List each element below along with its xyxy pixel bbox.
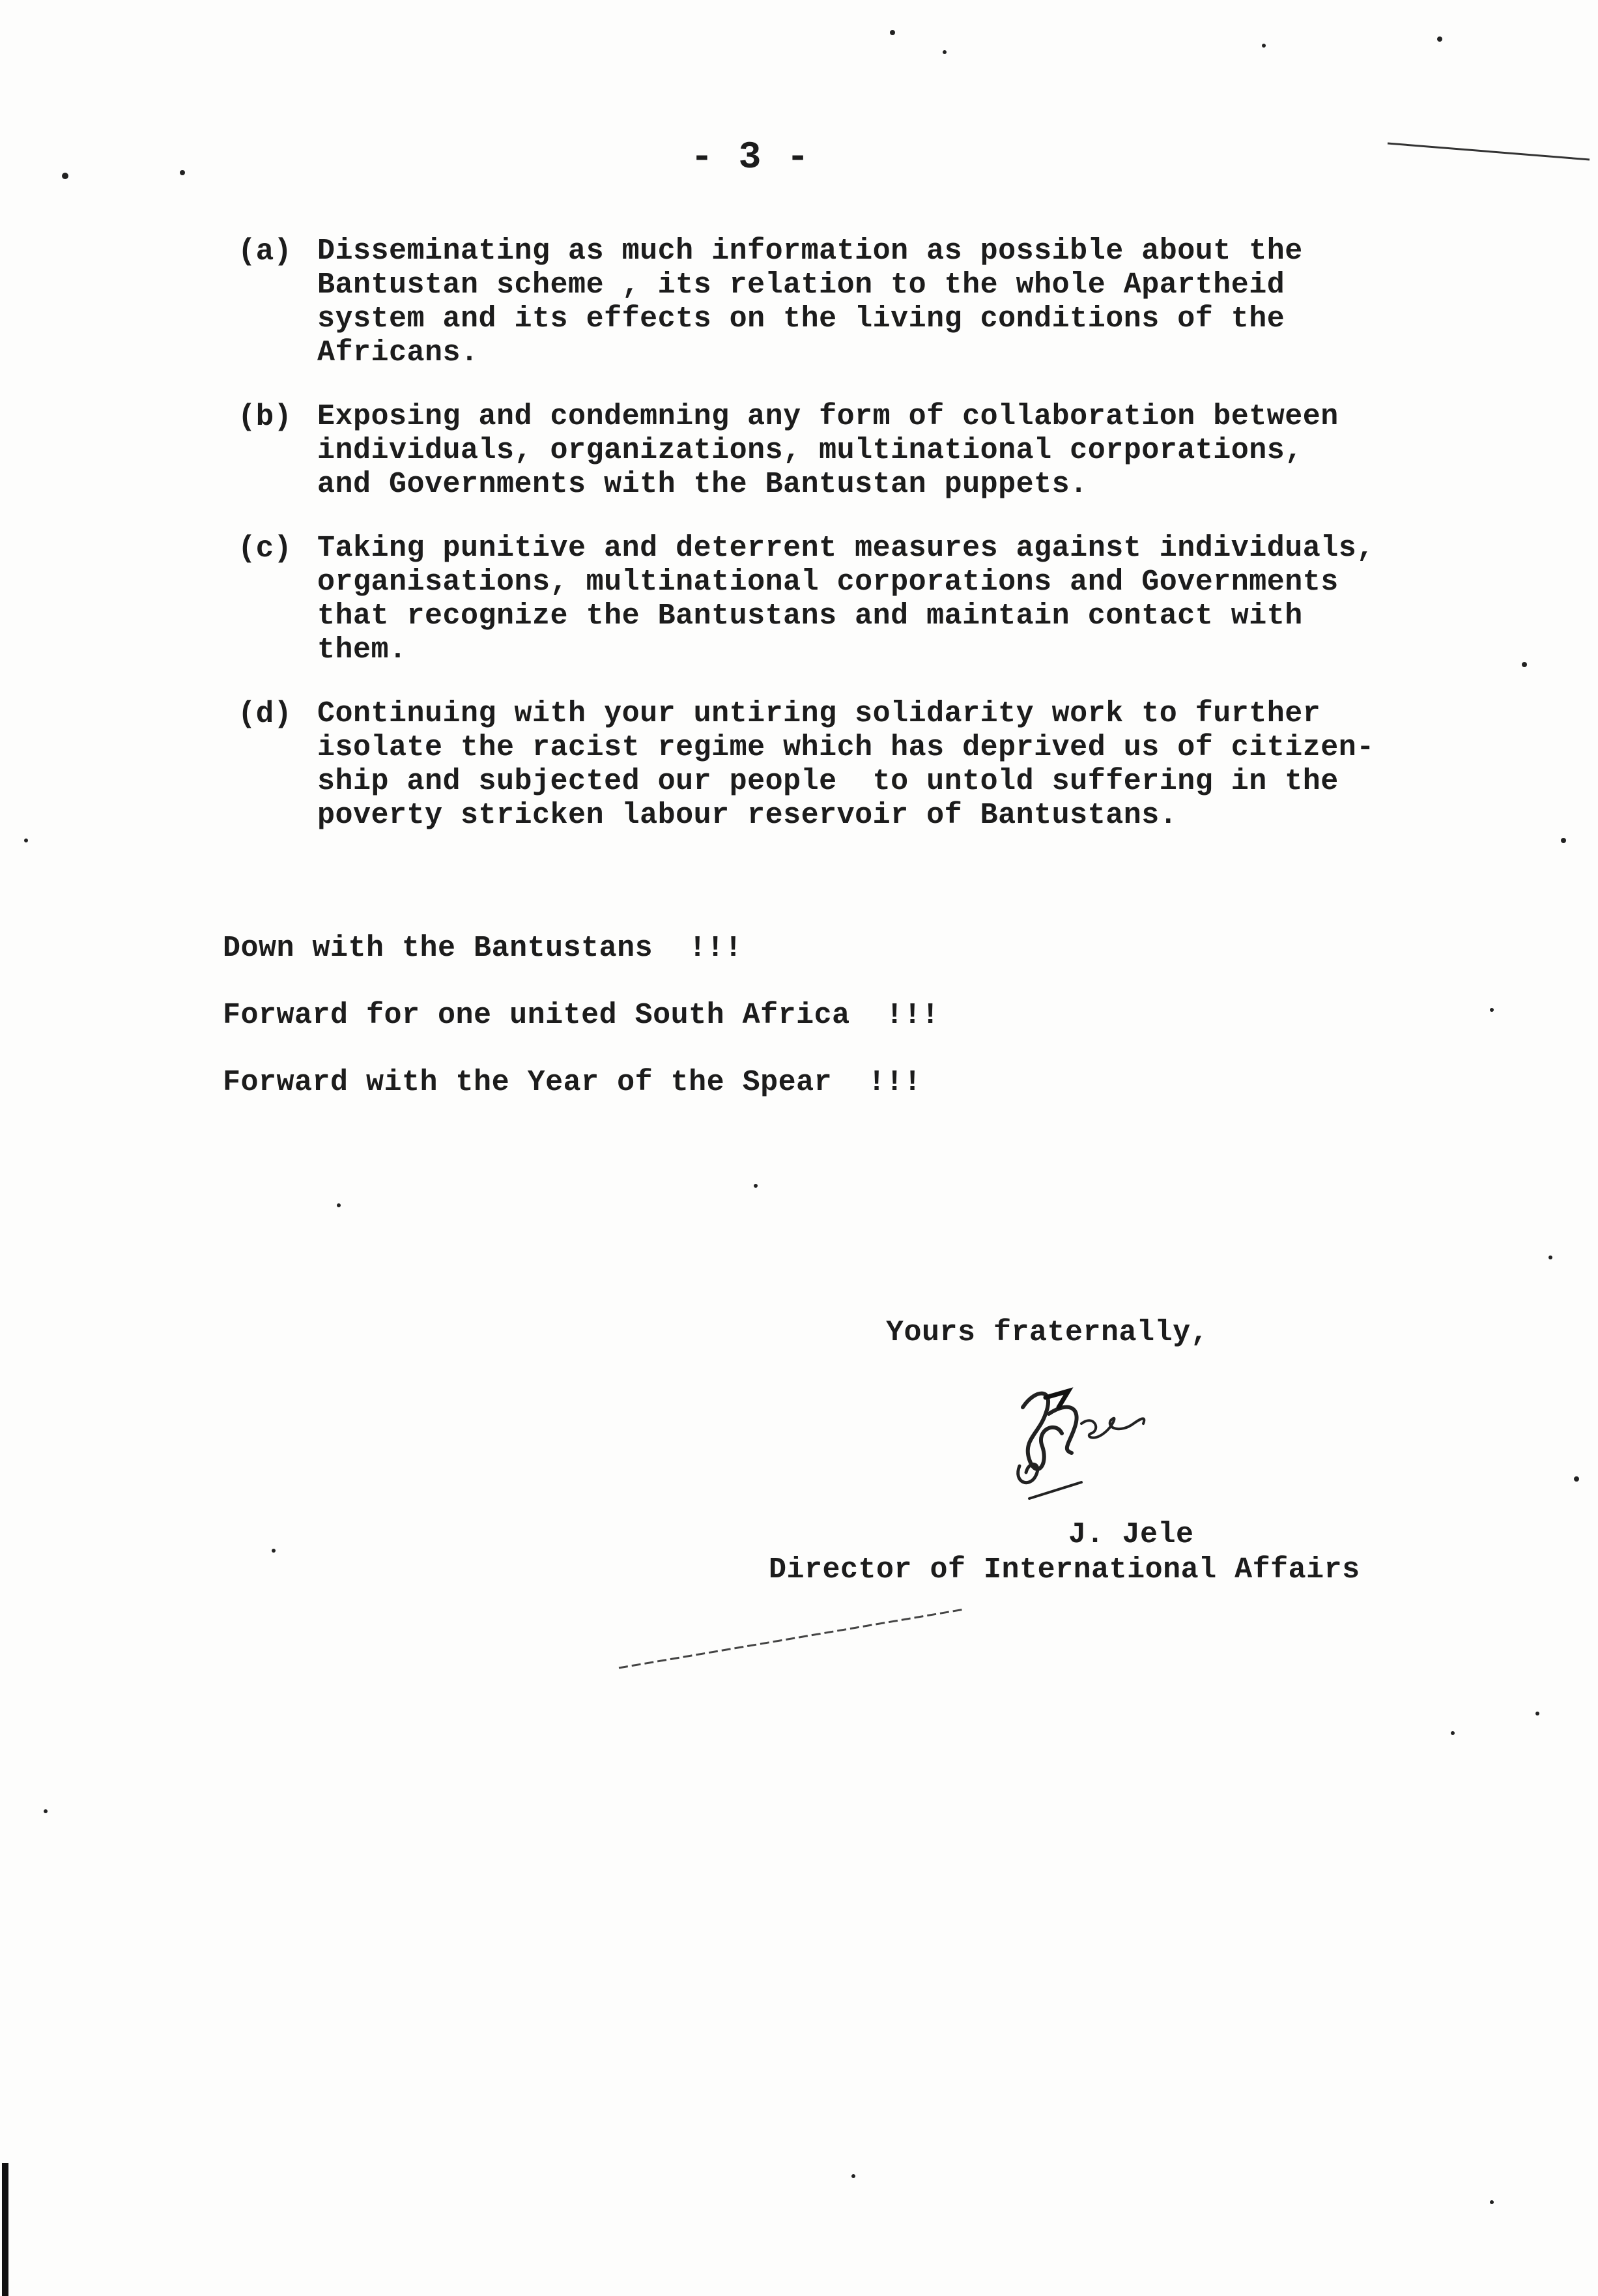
list-item-d (238, 697, 1508, 833)
signer-title: Director of International Affairs (769, 1553, 1360, 1586)
text-line: them. (317, 633, 407, 667)
text-line: Exposing and condemning any form of collaboration between (317, 400, 1339, 433)
text-line: Taking punitive and deterrent measures against individuals, (317, 532, 1375, 565)
page-number: - 3 - (691, 137, 811, 179)
list-item-b (238, 400, 1508, 502)
item-marker: (c) (238, 532, 292, 566)
item-text (317, 697, 1508, 833)
text-line: Disseminating as much information as possible about the (317, 235, 1303, 268)
item-marker: (d) (238, 697, 292, 731)
slogan: Forward with the Year of the Spear !!! (223, 1066, 922, 1099)
text-line: Africans. (317, 336, 479, 369)
closing-salutation: Yours fraternally, (886, 1316, 1209, 1349)
text-line: system and its effects on the living conditions of the (317, 302, 1285, 336)
list-item-c (238, 532, 1508, 667)
demands-list (238, 235, 1508, 863)
text-line: Bantustan scheme , its relation to the whole Apartheid (317, 268, 1285, 302)
item-text (317, 235, 1508, 370)
text-line: organisations, multinational corporations and Governments (317, 566, 1339, 599)
text-line: poverty stricken labour reservoir of Bantustans. (317, 799, 1178, 832)
text-line: and Governments with the Bantustan puppets. (317, 468, 1088, 501)
text-line: that recognize the Bantustans and maintain contact with (317, 599, 1303, 633)
text-line: isolate the racist regime which has deprived us of citizen- (317, 731, 1375, 764)
item-marker: (a) (238, 235, 292, 268)
slogan: Forward for one united South Africa !!! (223, 999, 940, 1032)
slogan: Down with the Bantustans !!! (223, 932, 743, 965)
text-line: individuals, organizations, multinational corporations, (317, 434, 1303, 467)
text-line: ship and subjected our people to untold suffering in the (317, 765, 1339, 798)
list-item-a (238, 235, 1508, 370)
item-text (317, 400, 1508, 502)
signer-name: J. Jele (1068, 1518, 1194, 1551)
text-line: Continuing with your untiring solidarity work to further (317, 697, 1321, 730)
item-marker: (b) (238, 400, 292, 434)
item-text (317, 532, 1508, 667)
slogans (223, 932, 939, 1133)
handwritten-signature (984, 1368, 1192, 1531)
